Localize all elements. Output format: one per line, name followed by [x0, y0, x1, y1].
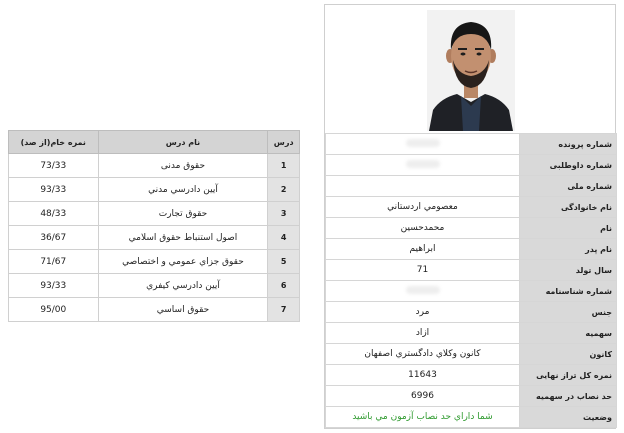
- value-bar-association: كانون وكلاي دادگستري اصفهان: [326, 344, 520, 365]
- label-final-score: نمره کل تراز نهایی: [520, 365, 617, 386]
- course-name: اصول استنباط حقوق اسلامي: [98, 226, 268, 250]
- value-first-name: محمدحسين: [326, 218, 520, 239]
- course-score: 71/67: [9, 250, 99, 274]
- info-row-last-name: [326, 197, 617, 218]
- value-file-number: [326, 134, 520, 155]
- row-index: 1: [268, 154, 300, 178]
- course-name: حقوق جزاي عمومي و اختصاصي: [98, 250, 268, 274]
- info-row-final-score: [326, 365, 617, 386]
- redacted-value: [406, 160, 440, 168]
- redacted-value: [406, 139, 440, 147]
- course-name: حقوق مدنی: [98, 154, 268, 178]
- value-id-number: [326, 281, 520, 302]
- label-bar-association: کانون: [520, 344, 617, 365]
- row-index: 4: [268, 226, 300, 250]
- row-index: 3: [268, 202, 300, 226]
- info-row-id-number: [326, 281, 617, 302]
- profile-panel: [324, 4, 616, 429]
- course-score: 73/33: [9, 154, 99, 178]
- table-row: [9, 298, 300, 322]
- info-row-birth-year: [326, 260, 617, 281]
- row-index: 6: [268, 274, 300, 298]
- label-national-id: شماره ملی: [520, 176, 617, 197]
- table-row: [9, 154, 300, 178]
- info-row-gender: [326, 302, 617, 323]
- course-score: 95/00: [9, 298, 99, 322]
- course-name: آيين دادرسي كيفري: [98, 274, 268, 298]
- header-course-name: نام درس: [98, 131, 268, 154]
- info-row-national-id: [326, 176, 617, 197]
- value-gender: مرد: [326, 302, 520, 323]
- info-row-bar-association: [326, 344, 617, 365]
- value-candidate-number: [326, 155, 520, 176]
- label-last-name: نام خانوادگی: [520, 197, 617, 218]
- info-row-candidate-number: [326, 155, 617, 176]
- label-quota-threshold: حد نصاب در سهمیه: [520, 386, 617, 407]
- row-index: 7: [268, 298, 300, 322]
- label-status: وضعیت: [520, 407, 617, 428]
- redacted-value: [406, 286, 440, 294]
- label-id-number: شماره شناسنامه: [520, 281, 617, 302]
- profile-photo: [427, 10, 515, 131]
- value-quota: ازاد: [326, 323, 520, 344]
- course-score: 93/33: [9, 178, 99, 202]
- info-row-status: [326, 407, 617, 428]
- table-row: [9, 274, 300, 298]
- label-candidate-number: شماره داوطلبی: [520, 155, 617, 176]
- info-row-quota-threshold: [326, 386, 617, 407]
- info-row-quota: [326, 323, 617, 344]
- label-father-name: نام پدر: [520, 239, 617, 260]
- value-father-name: ابراهيم: [326, 239, 520, 260]
- value-status: شما داراي حد نصاب آزمون مي باشيد: [326, 407, 520, 428]
- label-birth-year: سال تولد: [520, 260, 617, 281]
- info-row-first-name: [326, 218, 617, 239]
- info-row-file-number: [326, 134, 617, 155]
- course-name: آيين دادرسي مدني: [98, 178, 268, 202]
- label-quota: سهمیه: [520, 323, 617, 344]
- label-gender: جنس: [520, 302, 617, 323]
- table-row: [9, 178, 300, 202]
- value-quota-threshold: 6996: [326, 386, 520, 407]
- course-name: حقوق تجارت: [98, 202, 268, 226]
- value-national-id: [326, 176, 520, 197]
- course-name: حقوق اساسي: [98, 298, 268, 322]
- course-score: 48/33: [9, 202, 99, 226]
- course-score: 93/33: [9, 274, 99, 298]
- scores-table: [8, 130, 300, 322]
- row-index: 2: [268, 178, 300, 202]
- table-row: [9, 250, 300, 274]
- label-first-name: نام: [520, 218, 617, 239]
- info-row-father-name: [326, 239, 617, 260]
- value-final-score: 11643: [326, 365, 520, 386]
- table-row: [9, 226, 300, 250]
- photo-area: [325, 5, 615, 133]
- profile-info-table: [325, 133, 617, 428]
- value-birth-year: 71: [326, 260, 520, 281]
- table-row: [9, 202, 300, 226]
- value-last-name: معصومي اردستاني: [326, 197, 520, 218]
- row-index: 5: [268, 250, 300, 274]
- header-index: درس: [268, 131, 300, 154]
- label-file-number: شماره پرونده: [520, 134, 617, 155]
- course-score: 36/67: [9, 226, 99, 250]
- scores-header-row: [9, 131, 300, 154]
- header-raw-score: نمره خام(از صد): [9, 131, 99, 154]
